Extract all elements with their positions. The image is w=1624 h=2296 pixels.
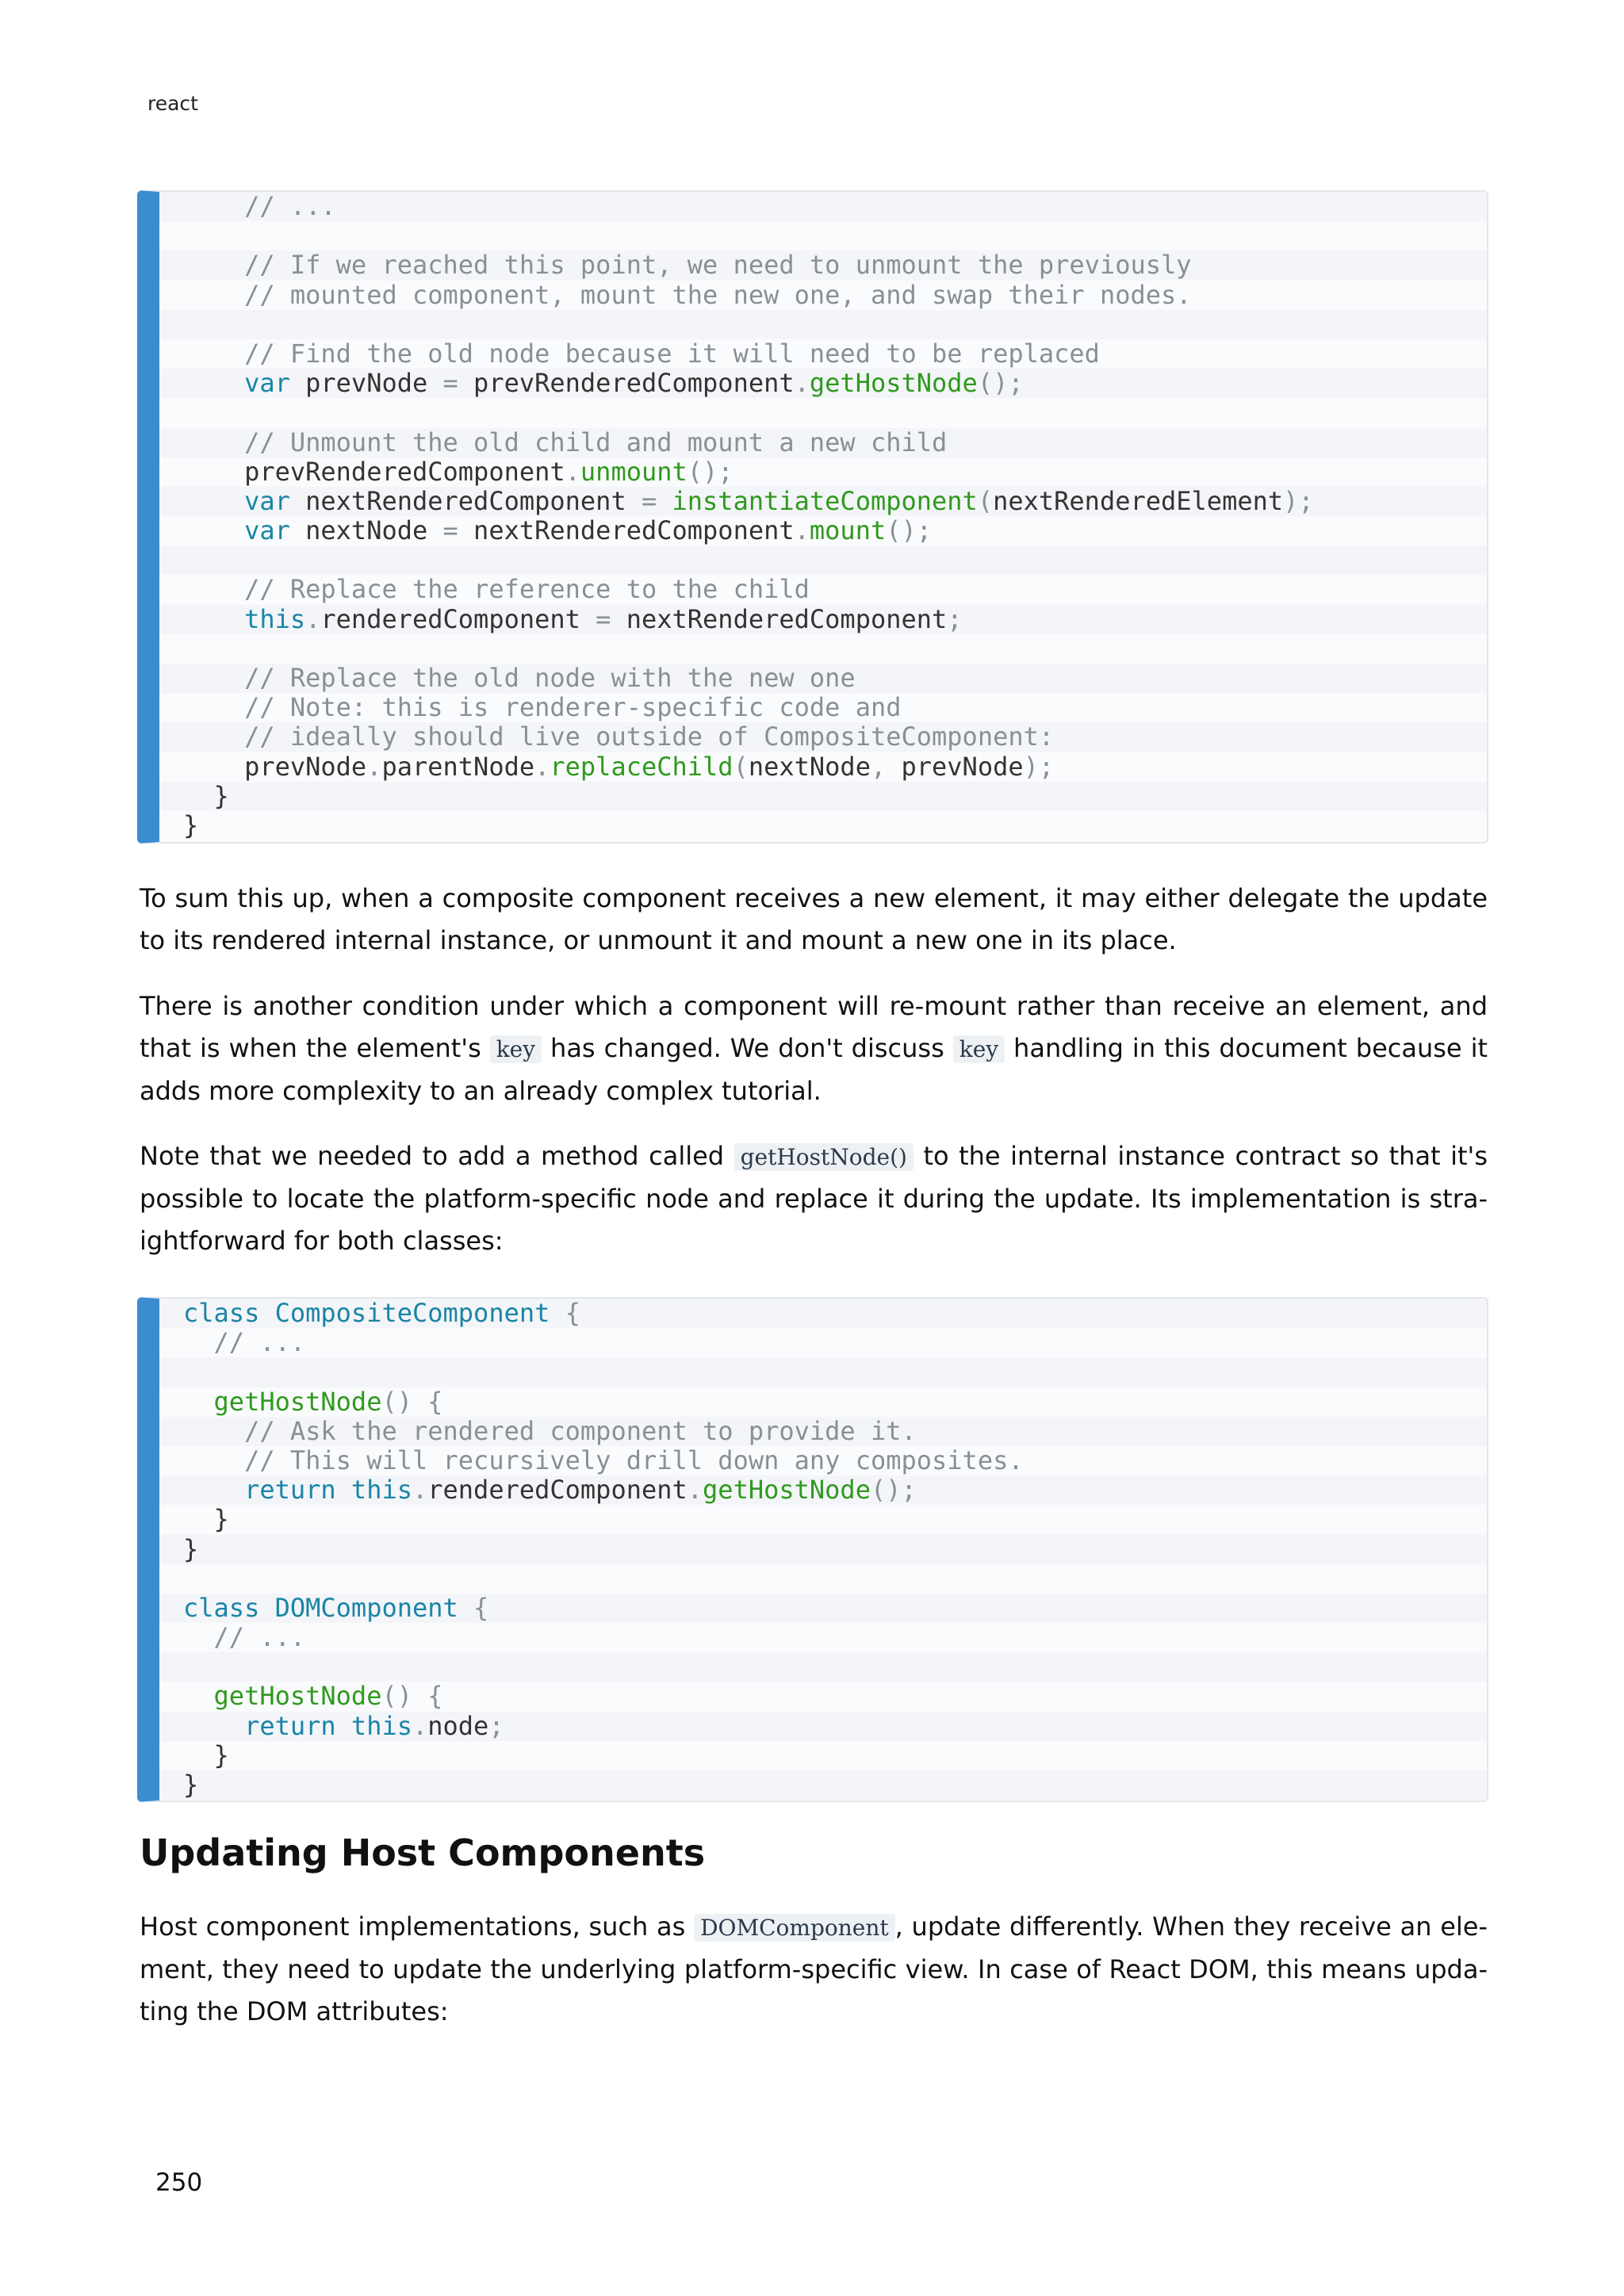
code-line [159, 575, 1487, 604]
code-token: . [687, 1475, 703, 1506]
code-token: instantiateComponent [672, 485, 978, 516]
code-token: getHostNode [809, 368, 978, 399]
code-token [183, 1327, 214, 1357]
code-token: node [427, 1710, 489, 1741]
code-token: . [794, 368, 810, 399]
code-line [159, 1299, 1487, 1328]
code-line [159, 487, 1487, 516]
code-token: { [550, 1298, 580, 1328]
code-token: getHostNode [703, 1475, 871, 1506]
code-token: getHostNode [213, 1681, 382, 1712]
code-token [183, 427, 244, 457]
code-token: } [183, 1504, 229, 1535]
code-token [259, 1298, 274, 1328]
code-block-gethostnode [137, 1297, 1488, 1802]
code-token: (); [687, 456, 733, 487]
code-line [159, 811, 1487, 840]
code-token: } [183, 780, 229, 811]
code-token: nextNode [289, 515, 443, 546]
code-token: CompositeComponent [274, 1298, 550, 1328]
running-title: react [147, 92, 198, 115]
code-token: ; [488, 1710, 504, 1741]
code-token [183, 1416, 244, 1446]
code-token: return [244, 1710, 336, 1741]
code-token: = [442, 515, 458, 546]
code-token: (); [886, 515, 933, 546]
code-token: // This will recursively drill down any composites. [244, 1445, 1024, 1475]
code-token: . [412, 1710, 428, 1741]
code-token: unmount [580, 456, 688, 487]
code-line [159, 1564, 1487, 1594]
code-token: (); [977, 368, 1024, 399]
code-token: . [565, 456, 580, 487]
code-token [259, 1593, 274, 1623]
code-token: = [641, 485, 657, 516]
code-line [159, 251, 1487, 280]
code-line [159, 1652, 1487, 1682]
code-line [159, 398, 1487, 427]
code-line [159, 428, 1487, 457]
code-token: nextRenderedComponent [289, 485, 642, 516]
code-token: ( [733, 751, 749, 782]
code-line [159, 1623, 1487, 1652]
code-token [183, 515, 244, 545]
code-token: // Note: this is renderer-specific code and [244, 692, 902, 723]
code-token [183, 663, 244, 693]
code-line [159, 221, 1487, 251]
code-token [183, 604, 244, 634]
code-line [159, 457, 1487, 487]
code-line [159, 782, 1487, 811]
code-line [159, 192, 1487, 221]
code-token: this [350, 1475, 412, 1506]
code-token: . [794, 515, 810, 546]
code-token: replaceChild [550, 751, 733, 782]
code-token [336, 1711, 351, 1741]
host-text-1: Host component implementations, such as [140, 1911, 695, 1942]
code-token: this [350, 1710, 412, 1741]
code-line [159, 369, 1487, 398]
section-heading: Updating Host Components [140, 1831, 706, 1874]
code-token: = [442, 368, 458, 399]
code-token: // Ask the rendered component to provide it. [244, 1415, 917, 1446]
code-token [183, 1445, 244, 1475]
code-token [183, 692, 244, 722]
code-line [159, 1712, 1487, 1741]
key-text-3: handling in this document because it adds more complexity to an already complex tutorial. [140, 1033, 1488, 1106]
summary-text: To sum this up, when a composite component receives a new element, it may either delegate the update to its rendered internal instance, or unmount it and mount a new one in its place. [140, 883, 1488, 955]
code-block-reconcile [137, 190, 1488, 844]
code-token [183, 250, 244, 280]
code-line [159, 516, 1487, 545]
code-token [336, 1475, 351, 1505]
code-token: // Find the old node because it will need to be replaced [244, 338, 1100, 369]
code-line [159, 1417, 1487, 1446]
code-token: return [244, 1475, 336, 1506]
code-token: } [183, 1770, 199, 1800]
code-token: var [244, 515, 290, 546]
code-line [159, 752, 1487, 782]
code-line [159, 310, 1487, 339]
key-text-1: There is another condition under which a component will re-mount rather than receive an element, and that is when the element's [140, 991, 1488, 1063]
code-line [159, 1505, 1487, 1534]
code-token: . [366, 751, 382, 782]
code-token: prevNode [901, 751, 1024, 782]
code-token: // ... [244, 191, 336, 221]
code-token [183, 368, 244, 398]
gethostnode-text-1: Note that we needed to add a method called [140, 1141, 734, 1171]
code-token: } [183, 1739, 229, 1770]
code-token: // Replace the old node with the new one [244, 663, 856, 693]
code-token: { [458, 1592, 489, 1623]
code-line [159, 1535, 1487, 1564]
code-token [183, 1622, 214, 1652]
code-line [159, 1328, 1487, 1357]
code-token: // ... [213, 1327, 306, 1358]
summary-paragraph [140, 878, 1488, 962]
code-token: ; [947, 603, 963, 634]
code-token: . [412, 1475, 428, 1506]
code-token [183, 721, 244, 752]
code-token: = [596, 603, 611, 634]
code-line [159, 339, 1487, 369]
code-line [159, 693, 1487, 722]
code-token: , [870, 751, 902, 782]
code-token: () { [381, 1386, 443, 1417]
code-token: var [244, 368, 290, 399]
code-token: renderedComponent [427, 1475, 688, 1506]
code-token [183, 191, 244, 221]
code-token: nextNode [748, 751, 871, 782]
key-text-2: has changed. We don't discuss [542, 1033, 953, 1063]
code-line [159, 1682, 1487, 1711]
gethostnode-text-2: to the internal instance contract so that it's possible to locate the platform-specific node and replace it during the update. Its implementation is stra-ightforward for both classes: [140, 1141, 1488, 1256]
code-token: // Replace the reference to the child [244, 574, 810, 605]
code-token [183, 486, 244, 516]
code-line [159, 1446, 1487, 1475]
code-token: // mounted component, mount the new one, and swap their nodes. [244, 279, 1192, 310]
inline-code-gethostnode: getHostNode() [734, 1143, 914, 1171]
code-token [657, 486, 672, 516]
code-token: parentNode [381, 751, 535, 782]
code-token [183, 1681, 214, 1711]
code-line [159, 1387, 1487, 1417]
code-token [183, 1475, 244, 1505]
inline-code-domcomponent: DOMComponent [694, 1914, 895, 1942]
code-token: . [534, 751, 550, 782]
code-token: ( [977, 485, 994, 516]
code-line [159, 281, 1487, 310]
code-line [159, 634, 1487, 664]
code-token: getHostNode [213, 1386, 382, 1417]
code-line [159, 1594, 1487, 1623]
code-token: class [183, 1298, 260, 1328]
code-token: } [183, 1533, 199, 1564]
code-line [159, 545, 1487, 575]
code-line [159, 722, 1487, 752]
code-token: // ... [213, 1622, 306, 1653]
code-line [159, 1770, 1487, 1800]
code-token: prevNode [289, 368, 443, 399]
code-token: . [305, 603, 321, 634]
code-token [183, 1711, 244, 1741]
code-token: prevRenderedComponent [458, 368, 795, 399]
code-token: nextRenderedComponent [611, 603, 948, 634]
code-token: nextRenderedComponent [458, 515, 795, 546]
code-token: nextRenderedElement [993, 485, 1284, 516]
code-token: } [183, 809, 199, 840]
code-line [159, 1741, 1487, 1770]
code-line [159, 1475, 1487, 1505]
code-token: () { [381, 1681, 443, 1712]
gethostnode-paragraph [140, 1135, 1488, 1262]
code-token [183, 1387, 214, 1417]
code-token [183, 280, 244, 310]
code-token: renderedComponent [320, 603, 596, 634]
inline-code-key-2: key [953, 1035, 1005, 1063]
code-token: ); [1283, 485, 1314, 516]
code-token: this [244, 603, 306, 634]
inline-code-key: key [490, 1035, 542, 1063]
code-line [159, 1357, 1487, 1387]
code-token: var [244, 485, 290, 516]
code-token: // Unmount the old child and mount a new child [244, 427, 948, 457]
code-token: prevNode [183, 751, 367, 782]
code-token: // If we reached this point, we need to unmount the previously [244, 250, 1192, 281]
code-token: mount [809, 515, 887, 546]
code-token: (); [870, 1475, 917, 1506]
code-line [159, 605, 1487, 634]
code-token [183, 339, 244, 369]
code-token: ); [1023, 751, 1055, 782]
code-token: prevRenderedComponent [183, 456, 565, 487]
host-components-paragraph [140, 1906, 1488, 2033]
code-token: class [183, 1592, 260, 1623]
host-text-2: , update differently. When they receive an ele-ment, they need to update the underlying platform-specific view. In case of React DOM, this means upda-ting the DOM attributes: [140, 1911, 1488, 2026]
page-number: 250 [155, 2168, 203, 2197]
key-paragraph [140, 985, 1488, 1112]
code-token: DOMComponent [274, 1592, 458, 1623]
code-line [159, 664, 1487, 693]
code-token: // ideally should live outside of CompositeComponent: [244, 721, 1055, 752]
code-token [183, 574, 244, 604]
